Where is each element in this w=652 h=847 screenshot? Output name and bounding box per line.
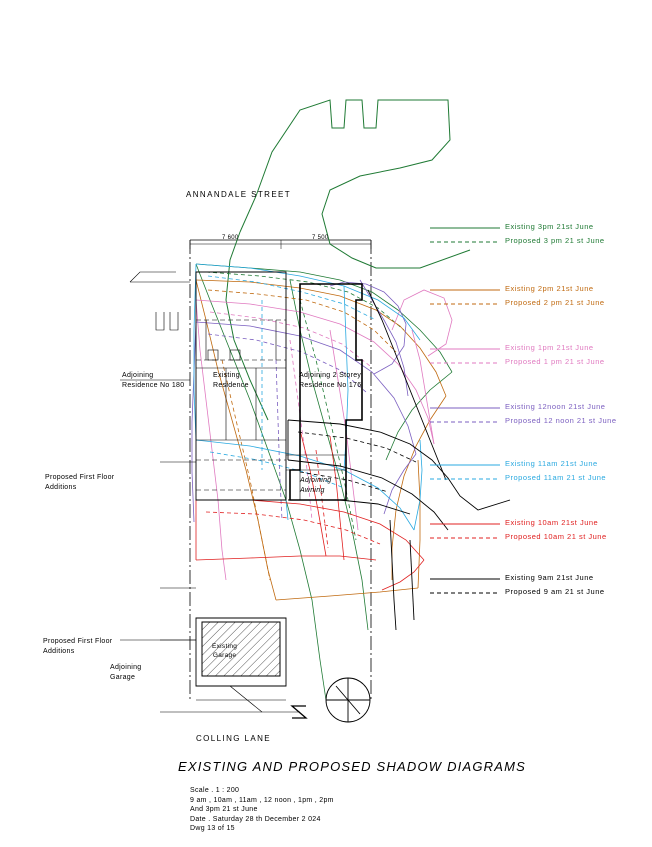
proposed-first-floor-additions-upper-label [45,473,114,493]
note-times: 9 am , 10am , 11am , 12 noon , 1pm , 2pm [190,796,334,804]
legend-3pm-proposed: Proposed 3 pm 21 st June [505,236,605,245]
adjoining-residence-180-label [122,371,184,391]
shadow-12noon-proposed [208,334,366,520]
north-point-icon [326,678,370,722]
note-scale: Scale . 1 : 200 [190,787,240,794]
label-line-1: Adjoining [110,664,142,671]
existing-garage-label [212,642,237,660]
label-line-2: Awning [300,487,325,494]
legend-10am-proposed: Proposed 10am 21 st June [505,532,607,541]
proposed-first-floor-additions-lower-label [43,637,112,657]
label-line-2: Garage [110,674,136,681]
note-dwg: Dwg 13 of 15 [190,825,235,832]
label-line-1: Adjoining [300,477,332,484]
legend-9am-proposed: Proposed 9 am 21 st June [505,587,605,596]
legend-12noon-proposed: Proposed 12 noon 21 st June [505,416,617,425]
adjoining-awning-label [300,476,332,496]
label-line-2: Residence No 176 [299,382,362,389]
legend-1pm-existing: Existing 1pm 21st June [505,343,594,352]
legend-11am-existing: Existing 11am 21st June [505,459,598,468]
label-line-1: Proposed First Floor [45,474,115,481]
legend-11am-proposed: Proposed 11am 21 st June [505,473,607,482]
dimension-left-bay: 7 600 [222,235,239,241]
legend-2pm-existing: Existing 2pm 21st June [505,284,594,293]
label-line-2: Additions [43,648,75,655]
label-line-1: Adjoining [122,372,154,379]
adjoining-garage-label [110,663,142,683]
label-line-2: Residence No 180 [122,382,185,389]
dimension-right-bay: 7 500 [312,235,329,241]
label-line-1: Adjoining 2 Storey [299,372,362,379]
label-line-1: Proposed First Floor [43,638,113,645]
legend-3pm-existing: Existing 3pm 21st June [505,222,594,231]
sheet-title: EXISTING AND PROPOSED SHADOW DIAGRAMS [178,759,527,774]
note-date: Date . Saturday 28 th December 2 024 [190,815,321,823]
legend-2pm-proposed: Proposed 2 pm 21 st June [505,298,605,307]
street-label-top: ANNANDALE STREET [186,190,292,199]
adjoining-residence-176-label [299,371,361,391]
legend-leaders [430,228,500,593]
label-line-2: Additions [45,484,77,491]
shadow-10am-existing [196,430,424,590]
legend-10am-existing: Existing 10am 21st June [505,518,599,527]
legend-1pm-proposed: Proposed 1 pm 21 st June [505,357,605,366]
label-line-1: Existing [212,643,238,650]
leader-lines [120,380,196,640]
legend-9am-existing: Existing 9am 21st June [505,573,594,582]
legend-12noon-existing: Existing 12noon 21st June [505,402,606,411]
label-line-2: Garage [212,652,237,659]
street-label-bottom: COLLING LANE [196,734,272,743]
label-line-2: Residence [213,382,249,389]
label-line-1: Existing [213,372,240,379]
shadow-1pm-existing [196,290,452,580]
title-block-notes [190,786,334,834]
note-and-time: And 3pm 21 st June [190,806,258,813]
existing-residence-label [213,371,249,391]
